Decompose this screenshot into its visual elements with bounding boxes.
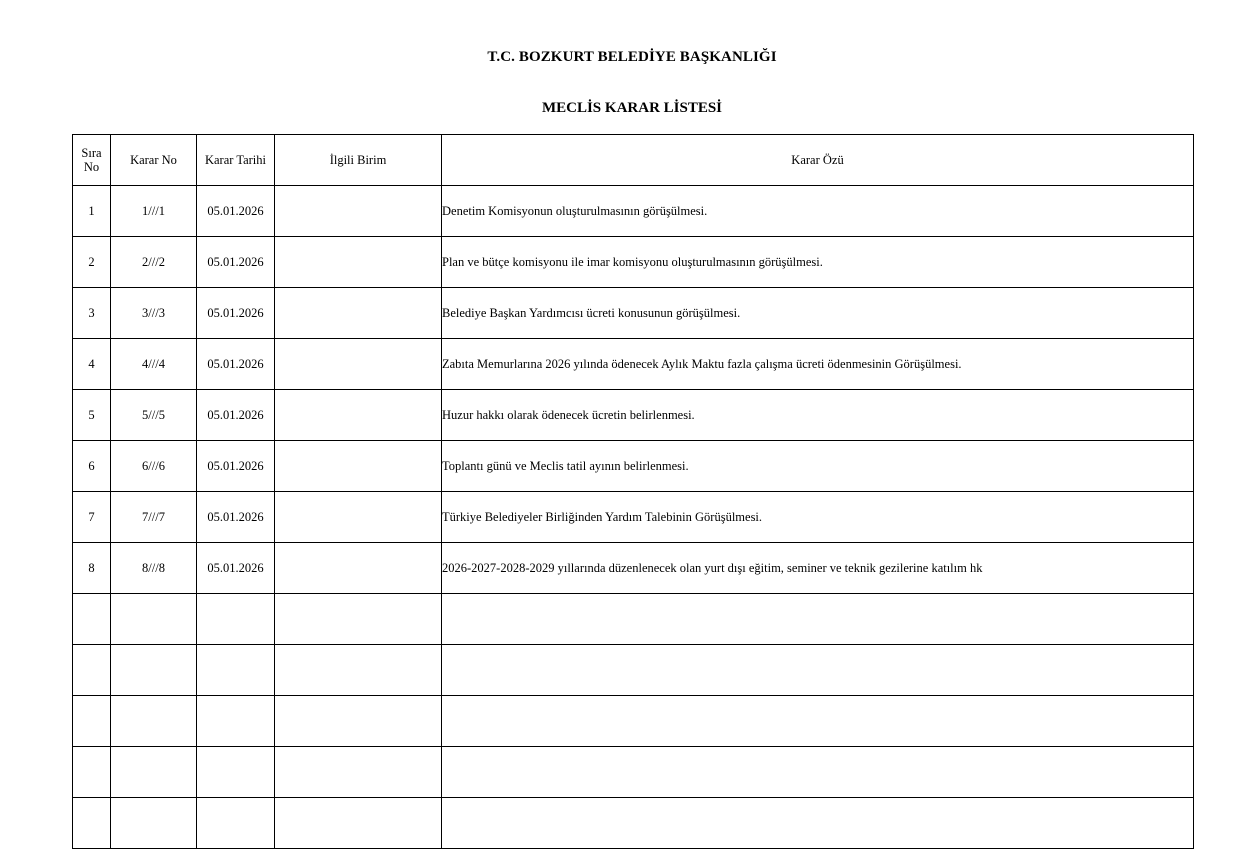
organization-title: T.C. BOZKURT BELEDİYE BAŞKANLIĞI (487, 49, 777, 65)
document-title: MECLİS KARAR LİSTESİ (541, 100, 723, 116)
cell-karar-no: 1///1 (111, 186, 197, 237)
cell-karar-ozu: Zabıta Memurlarına 2026 yılında ödenecek Aylık Maktu fazla çalışma ücreti ödenmesinin Görüşülmesi. (442, 339, 1194, 390)
cell-ilgili-birim (275, 798, 442, 849)
cell-karar-tarihi (197, 696, 275, 747)
cell-sira-no (73, 696, 111, 747)
table-row (73, 390, 1194, 441)
table-row (73, 594, 1194, 645)
cell-karar-tarihi: 05.01.2026 (197, 288, 275, 339)
cell-sira-no: 5 (73, 390, 111, 441)
cell-karar-ozu: Belediye Başkan Yardımcısı ücreti konusunun görüşülmesi. (442, 288, 1194, 339)
cell-karar-no: 3///3 (111, 288, 197, 339)
table-row (73, 237, 1194, 288)
cell-sira-no: 3 (73, 288, 111, 339)
cell-karar-tarihi: 05.01.2026 (197, 543, 275, 594)
cell-ilgili-birim (275, 237, 442, 288)
cell-ilgili-birim (275, 441, 442, 492)
cell-karar-no (111, 696, 197, 747)
cell-karar-no: 4///4 (111, 339, 197, 390)
cell-ilgili-birim (275, 747, 442, 798)
cell-ilgili-birim (275, 696, 442, 747)
header-sira-no-line2: No (83, 160, 100, 174)
cell-karar-ozu (442, 594, 1194, 645)
cell-karar-ozu: Türkiye Belediyeler Birliğinden Yardım Talebinin Görüşülmesi. (442, 492, 1194, 543)
cell-sira-no (73, 645, 111, 696)
cell-karar-ozu: Toplantı günü ve Meclis tatil ayının belirlenmesi. (442, 441, 1194, 492)
cell-karar-tarihi (197, 594, 275, 645)
cell-karar-tarihi (197, 645, 275, 696)
header-sira-no-line1: Sıra (81, 146, 102, 160)
cell-karar-ozu: 2026-2027-2028-2029 yıllarında düzenlenecek olan yurt dışı eğitim, seminer ve teknik gezilerine katılım hk (442, 543, 1194, 594)
cell-karar-tarihi: 05.01.2026 (197, 237, 275, 288)
cell-karar-no (111, 594, 197, 645)
cell-karar-no (111, 645, 197, 696)
cell-sira-no (73, 798, 111, 849)
table-row (73, 747, 1194, 798)
cell-karar-tarihi: 05.01.2026 (197, 441, 275, 492)
cell-sira-no: 8 (73, 543, 111, 594)
table-row (73, 339, 1194, 390)
cell-karar-no: 8///8 (111, 543, 197, 594)
cell-karar-tarihi: 05.01.2026 (197, 492, 275, 543)
cell-ilgili-birim (275, 339, 442, 390)
cell-sira-no: 2 (73, 237, 111, 288)
cell-ilgili-birim (275, 492, 442, 543)
cell-karar-no: 2///2 (111, 237, 197, 288)
cell-karar-no: 7///7 (111, 492, 197, 543)
decision-list-table (72, 134, 1194, 849)
header-karar-tarihi: Karar Tarihi (197, 135, 275, 186)
header-sira-no (73, 135, 111, 186)
table-row (73, 696, 1194, 747)
cell-ilgili-birim (275, 645, 442, 696)
cell-karar-ozu (442, 798, 1194, 849)
cell-karar-ozu (442, 696, 1194, 747)
header-karar-no: Karar No (111, 135, 197, 186)
table-header-row (73, 135, 1194, 186)
table-row (73, 288, 1194, 339)
cell-karar-no (111, 798, 197, 849)
cell-karar-ozu (442, 645, 1194, 696)
cell-karar-no: 6///6 (111, 441, 197, 492)
cell-karar-ozu: Plan ve bütçe komisyonu ile imar komisyonu oluşturulmasının görüşülmesi. (442, 237, 1194, 288)
cell-karar-no: 5///5 (111, 390, 197, 441)
table-row (73, 798, 1194, 849)
cell-sira-no: 4 (73, 339, 111, 390)
cell-karar-tarihi: 05.01.2026 (197, 186, 275, 237)
cell-sira-no: 1 (73, 186, 111, 237)
cell-sira-no (73, 594, 111, 645)
table-row (73, 186, 1194, 237)
header-ilgili-birim: İlgili Birim (275, 135, 442, 186)
cell-sira-no (73, 747, 111, 798)
cell-karar-tarihi (197, 798, 275, 849)
cell-ilgili-birim (275, 543, 442, 594)
cell-karar-tarihi: 05.01.2026 (197, 339, 275, 390)
cell-karar-ozu: Huzur hakkı olarak ödenecek ücretin belirlenmesi. (442, 390, 1194, 441)
cell-karar-ozu: Denetim Komisyonun oluşturulmasının görüşülmesi. (442, 186, 1194, 237)
table-row (73, 492, 1194, 543)
cell-sira-no: 6 (73, 441, 111, 492)
cell-ilgili-birim (275, 186, 442, 237)
cell-sira-no: 7 (73, 492, 111, 543)
table-row (73, 441, 1194, 492)
cell-ilgili-birim (275, 594, 442, 645)
table-row (73, 645, 1194, 696)
cell-ilgili-birim (275, 288, 442, 339)
header-karar-ozu: Karar Özü (442, 135, 1194, 186)
cell-karar-no (111, 747, 197, 798)
cell-karar-tarihi (197, 747, 275, 798)
table-row (73, 543, 1194, 594)
cell-karar-ozu (442, 747, 1194, 798)
cell-karar-tarihi: 05.01.2026 (197, 390, 275, 441)
cell-ilgili-birim (275, 390, 442, 441)
